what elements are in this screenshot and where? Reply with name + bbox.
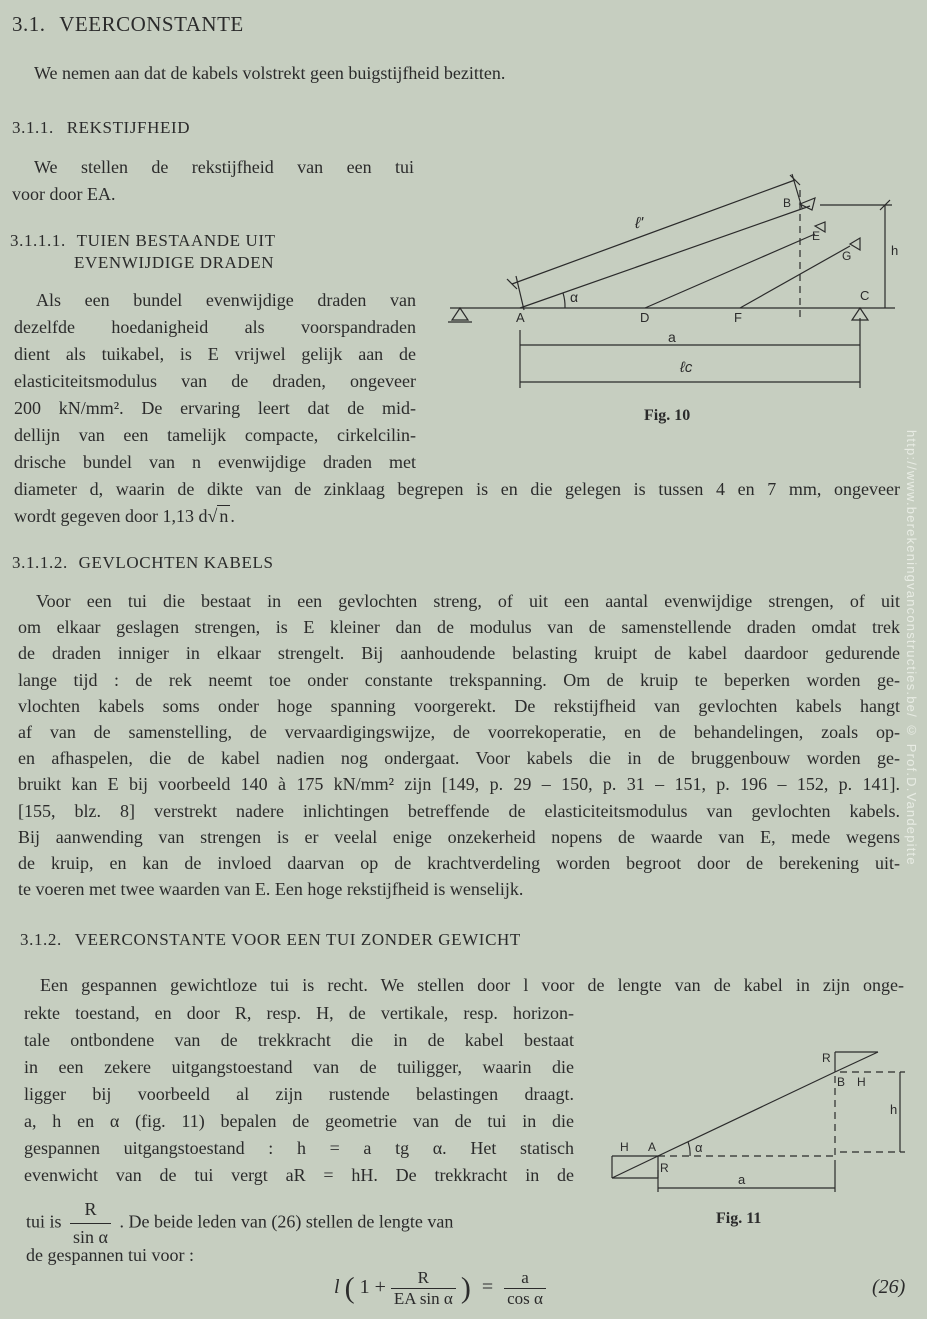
text-line: ligger bij voorbeeld al zijn rustende belastingen draagt.	[24, 1084, 574, 1104]
text-line: [155, blz. 8] verstrekt nadere inlichtingen betreffende de elasticiteitsmodulus van gevlochten kabels.	[18, 800, 900, 821]
zonder-paragraph	[24, 1000, 574, 1189]
numerator: R	[70, 1196, 111, 1224]
label-C: C	[860, 288, 870, 303]
text-line: gespannen uitgangstoestand : h = a tg α. Het statisch	[24, 1138, 574, 1158]
text-line: drische bundel van n evenwijdige draden met	[14, 452, 416, 472]
sqrt-symbol: √	[207, 506, 218, 526]
equation-26	[334, 1268, 546, 1309]
cable-FG	[740, 246, 850, 308]
label-H-top: H	[857, 1075, 866, 1089]
section-title: VEERCONSTANTE	[59, 12, 244, 36]
anchor-G	[850, 238, 860, 250]
section-number: 3.1.2.	[20, 930, 62, 949]
figure-10-caption: Fig. 10	[644, 407, 691, 424]
paren-close: )	[460, 1271, 471, 1305]
text-line: dellijn van een tamelijk compacte, cirkelcilin-	[14, 425, 416, 445]
text: . De beide leden van (26) stellen de lengte van	[119, 1211, 454, 1232]
intro-paragraph: We nemen aan dat de kabels volstrekt geen buigstijfheid bezitten.	[34, 63, 506, 83]
section-number: 3.1.1.1.	[10, 231, 66, 250]
label-R-top: R	[822, 1051, 831, 1065]
section-number: 3.1.1.	[12, 118, 54, 137]
label-l: ℓ'	[635, 215, 644, 232]
text-line: in een zekere uitgangstoestand van de tuiligger, waarin die	[24, 1057, 574, 1077]
figure-10-diagram	[440, 160, 910, 400]
text-line: rekte toestand, en door R, resp. H, de vertikale, resp. horizon-	[24, 1003, 574, 1023]
section-3-1-2-heading	[20, 930, 521, 950]
dim-mark	[507, 279, 517, 289]
label-A: A	[516, 310, 525, 325]
text-line: de kruip, en kan de invloed daarvan op de krachtverdeling worden begroot door de berekening uit-	[18, 853, 900, 874]
equation-number: (26)	[872, 1276, 906, 1298]
section-title: GEVLOCHTEN KABELS	[78, 553, 274, 572]
section-number: 3.1.	[12, 12, 46, 36]
text: .	[230, 506, 235, 526]
text-line: de draden inniger in elkaar strengelt. Bij aanhoudende belasting kruipt de kabel daardoor gedurende	[18, 643, 900, 664]
label-A: A	[648, 1140, 657, 1154]
numerator: a	[504, 1268, 546, 1289]
force-diagonal-bottom	[612, 1156, 658, 1178]
label-H-bottom: H	[620, 1140, 629, 1154]
evenwijdig-paragraph	[14, 287, 416, 476]
text-line: dient als tuikabel, is E vrijwel gelijk aan de	[14, 344, 416, 364]
label-G: G	[842, 249, 852, 263]
section-title: TUIEN BESTAANDE UIT	[76, 231, 276, 250]
text: wordt gegeven door 1,13 d	[14, 506, 208, 526]
angle-arc	[688, 1142, 690, 1156]
text-line: bruikt kan E bij voorbeeld 140 à 175 kN/mm² zijn [149, p. 29 – 150, p. 31 – 151, p. 196 – 152, p. 141].	[18, 774, 900, 795]
denominator: EA sin α	[393, 1289, 453, 1308]
section-title-continued: EVENWIJDIGE DRADEN	[74, 253, 275, 272]
eq-one-plus: 1 +	[359, 1276, 386, 1299]
label-B: B	[783, 196, 792, 210]
cable-AB	[658, 1072, 835, 1156]
label-lc: ℓc	[680, 359, 693, 376]
dim-line-l	[512, 180, 795, 284]
label-h: h	[891, 243, 899, 258]
numerator: R	[391, 1268, 456, 1289]
rekstijfheid-paragraph	[12, 154, 414, 208]
text-line: Voor een tui die bestaat in een gevlochten streng, of uit een aantal evenwijdige strengen, of uit	[36, 591, 900, 611]
label-alpha: α	[695, 1140, 703, 1155]
label-B: B	[837, 1075, 846, 1089]
eq-equals: =	[481, 1276, 494, 1299]
section-3-1-1-2-heading	[12, 553, 274, 573]
label-R-bottom: R	[660, 1161, 669, 1175]
eq-l: l	[334, 1276, 340, 1299]
text-line: dezelfde hoedanigheid als voorspandraden	[14, 317, 416, 337]
text-line: diameter d, waarin de dikte van de zinklaag begrepen is en die gelegen is tussen 4 en 7 mm, ongeveer	[14, 479, 900, 499]
denominator: cos α	[507, 1289, 543, 1308]
text-line: 200 kN/mm². De ervaring leert dat de mid-	[14, 398, 416, 418]
support-left	[452, 308, 468, 320]
section-3-1-1-1-heading	[10, 230, 276, 274]
text-line: Een gespannen gewichtloze tui is recht. We stellen door l voor de lengte van de kabel in zijn onge-	[40, 975, 904, 995]
eq-fraction-left	[391, 1268, 456, 1309]
paren-open: (	[344, 1271, 355, 1305]
zonder-first-line	[24, 972, 904, 999]
zonder-last-line: de gespannen tui voor :	[26, 1245, 194, 1265]
formula-line	[14, 503, 900, 530]
label-a: a	[668, 329, 676, 345]
section-3-1-heading	[12, 12, 244, 37]
text-line: tale ontbondene van de trekkracht die in de kabel bestaat	[24, 1030, 574, 1050]
force-diagonal-top	[835, 1052, 878, 1072]
denominator: sin α	[73, 1227, 108, 1247]
eq-fraction-right	[504, 1268, 546, 1309]
text-line: voor door EA.	[12, 184, 116, 204]
text-line: Als een bundel evenwijdige draden van	[36, 290, 416, 310]
section-title: REKSTIJFHEID	[66, 118, 191, 137]
text-line: af van de samenstelling, de vervaardigingswijze, de voorrekoperatie, en de behandelingen, zoals op-	[18, 722, 900, 743]
section-number: 3.1.1.2.	[12, 553, 68, 572]
section-3-1-1-heading	[12, 118, 190, 138]
angle-arc	[563, 293, 565, 308]
text-line: lange tijd : de rek neemt toe onder constante trekspanning. Om de kruip te beperken worden ge-	[18, 669, 900, 690]
text-line: evenwicht van de tui vergt aR = hH. De trekkracht in de	[24, 1165, 574, 1185]
text-line: We stellen de rekstijfheid van een tui	[34, 157, 414, 177]
text: tui is	[26, 1211, 62, 1232]
label-E: E	[812, 229, 821, 243]
text-line: te voeren met twee waarden van E. Een hoge rekstijfheid is wenselijk.	[18, 879, 524, 900]
label-F: F	[734, 310, 742, 325]
gevlochten-paragraph	[18, 588, 900, 902]
label-a: a	[738, 1172, 746, 1187]
section-title: VEERCONSTANTE VOOR EEN TUI ZONDER GEWICHT	[74, 930, 521, 949]
label-D: D	[640, 310, 650, 325]
figure-11-caption: Fig. 11	[716, 1210, 762, 1227]
cable-DE	[645, 234, 815, 308]
sqrt-radicand: n	[219, 506, 229, 526]
text-line: elasticiteitsmodulus van de draden, ongeveer	[14, 371, 416, 391]
label-h: h	[890, 1102, 898, 1117]
evenwijdig-paragraph-cont	[14, 476, 900, 530]
figure-11-diagram	[600, 1040, 920, 1210]
label-alpha: α	[570, 289, 579, 305]
text-line: a, h en α (fig. 11) bepalen de geometrie van de tui in die	[24, 1111, 574, 1131]
text-line: Bij aanwending van strengen is er veelal enige onzekerheid nopens de waarde van E, mede wegens	[18, 826, 900, 847]
text-line: vlochten kabels soms onder hoge spanning voorgerekt. De rekstijfheid van gevlochten kabels hangt	[18, 695, 900, 716]
text-line: en afhaspelen, die de kabel nadien nog ondergaat. Voor kabels die in de bruggenbouw worden ge-	[18, 748, 900, 769]
text-line: om elkaar geslagen strengen, is E kleiner dan de modulus van de samenstellende draden omdat trek	[18, 617, 900, 638]
watermark: http://www.berekeningvanconstructies.be/ © Prof.D.Vandepitte	[904, 430, 919, 866]
